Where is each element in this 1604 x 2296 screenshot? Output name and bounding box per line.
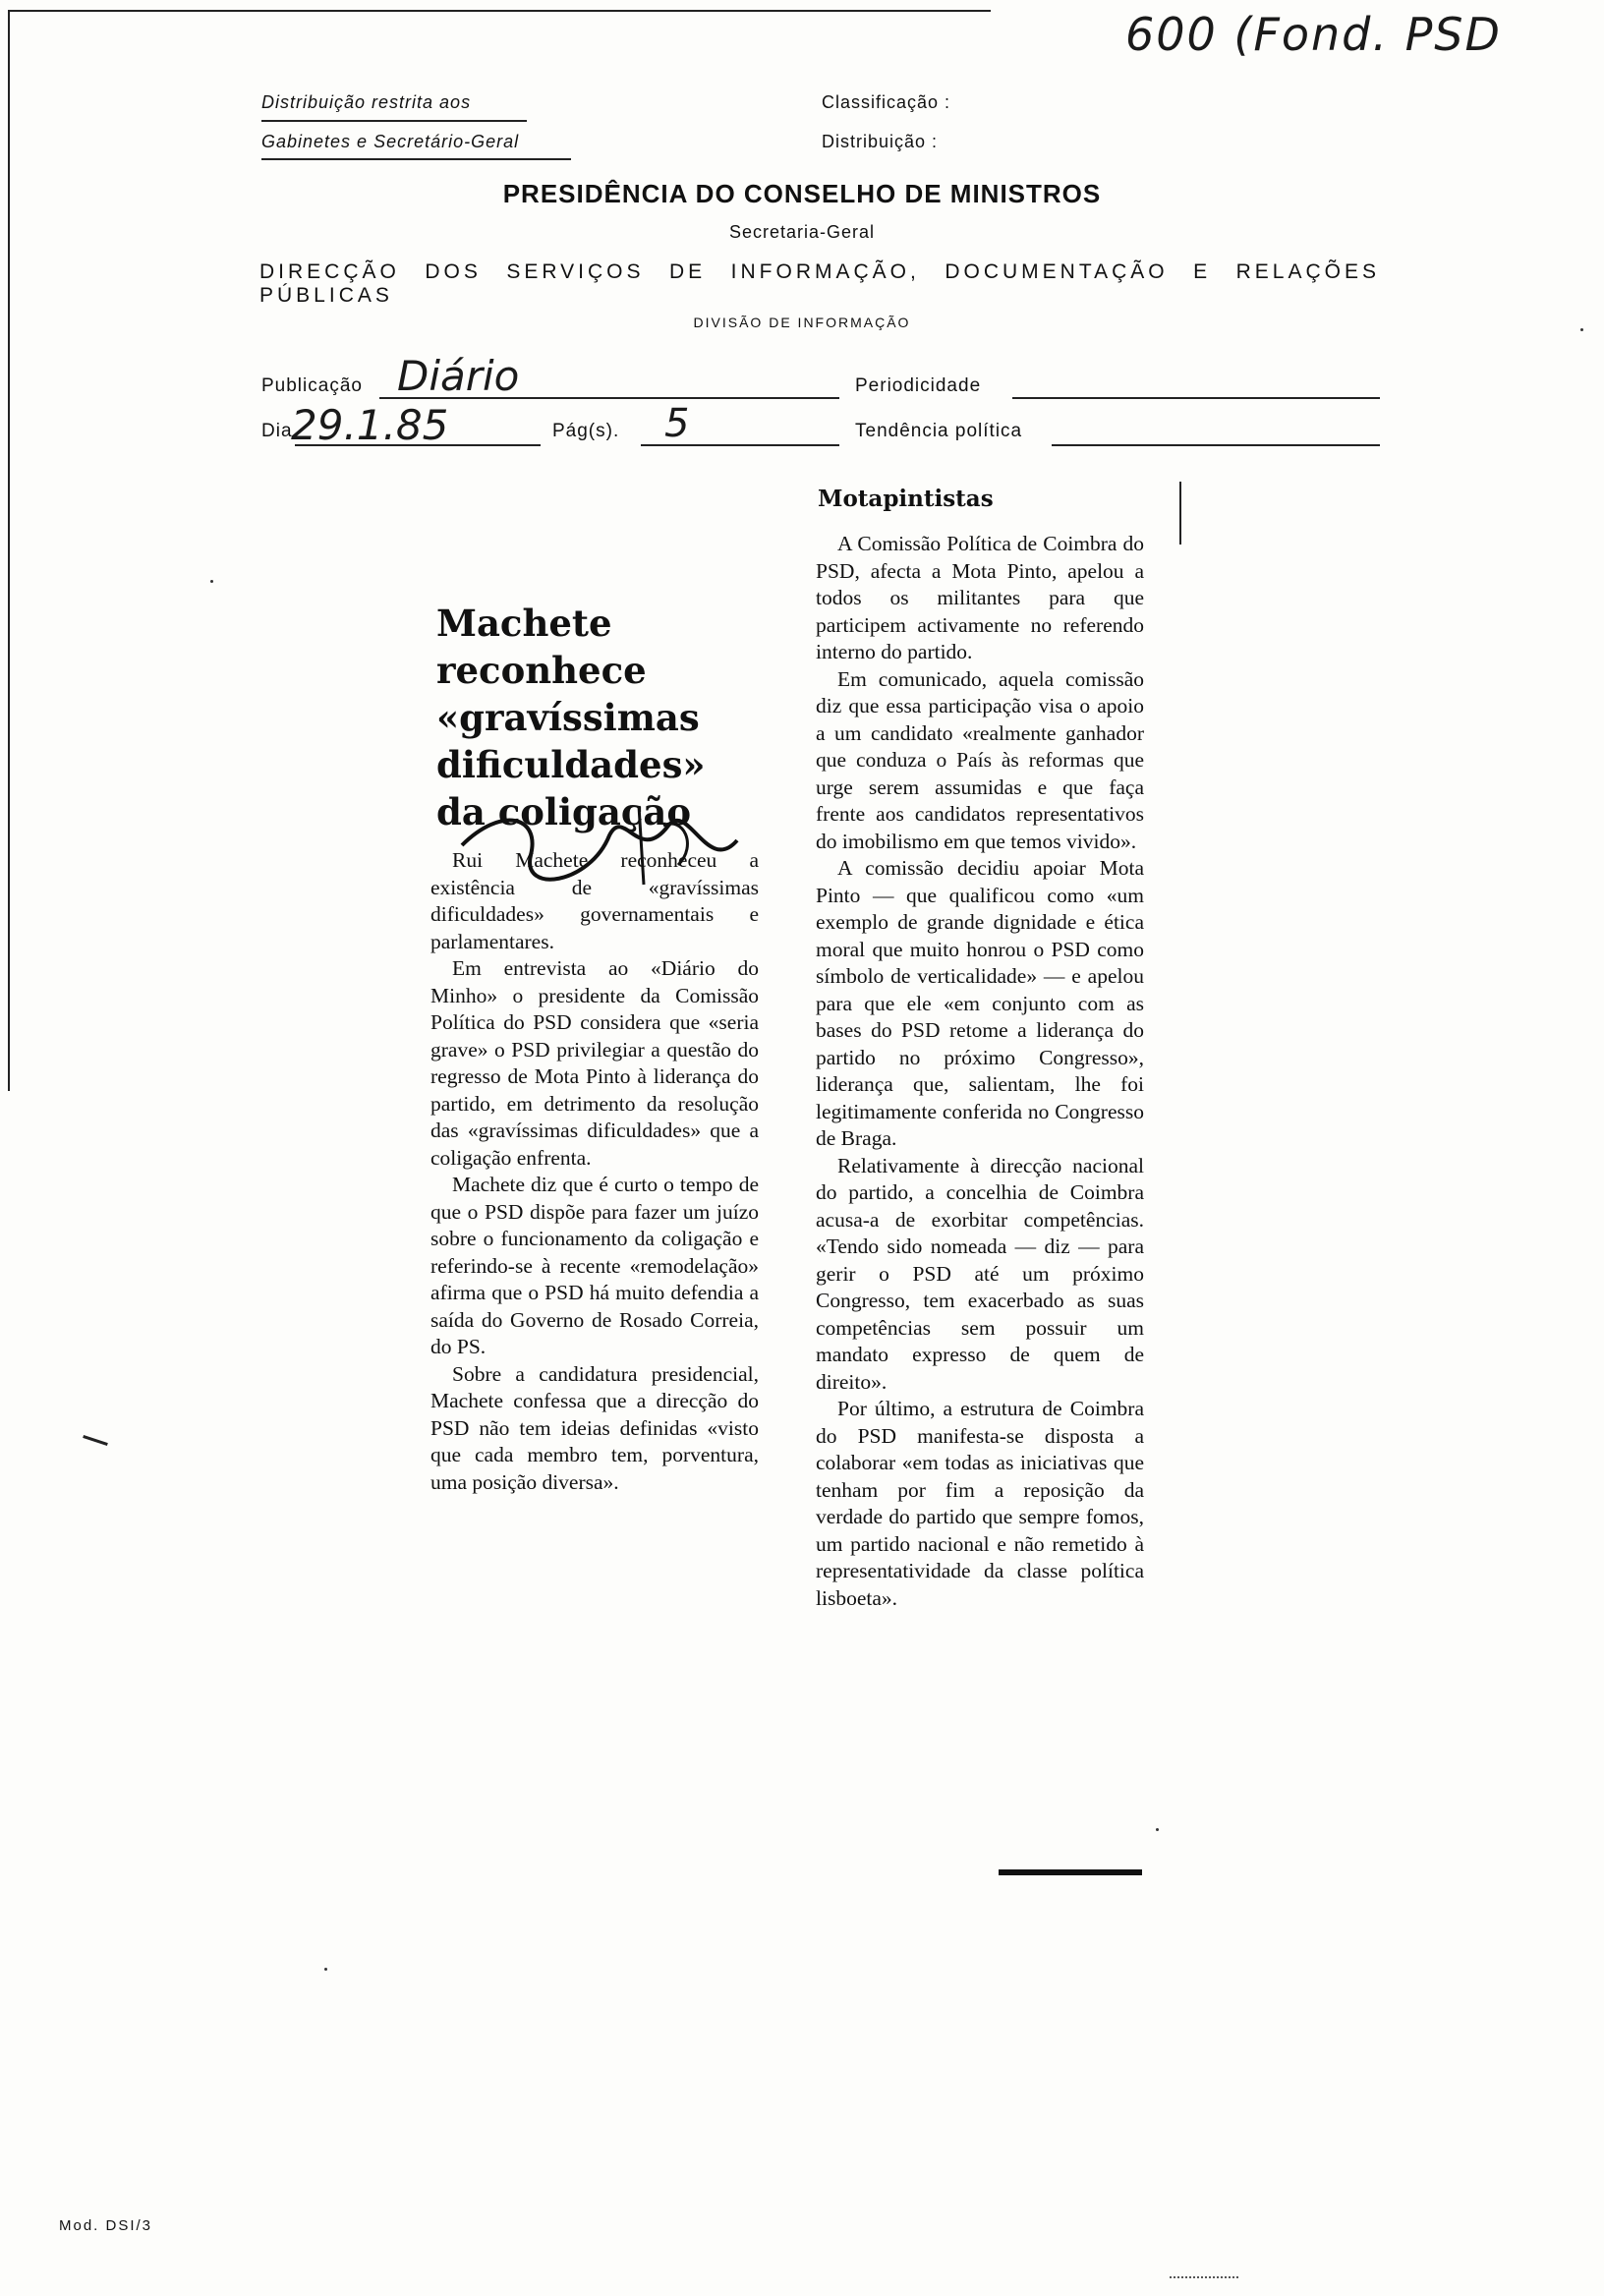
end-rule bbox=[999, 1869, 1142, 1875]
distribution-line-2: Gabinetes e Secretário-Geral bbox=[261, 132, 520, 151]
publicacao-handwritten: Diário bbox=[397, 352, 520, 400]
dia-handwritten: 29.1.85 bbox=[291, 401, 449, 449]
left-article-body bbox=[430, 847, 759, 1496]
direccao-label: DIRECÇÃO DOS SERVIÇOS DE INFORMAÇÃO, DOCUMENTAÇÃO E RELAÇÕES PÚBLICAS bbox=[259, 260, 1380, 307]
headline-line-3: «gravíssimas bbox=[436, 696, 700, 739]
right-paragraph-1: A Comissão Política de Coimbra do PSD, afecta a Mota Pinto, apelou a todos os militantes para que participem activamente no referendo interno do partido. bbox=[816, 532, 1144, 663]
handwritten-reference: 600 (Fond. PSD bbox=[1125, 8, 1502, 61]
distribution-underline-2 bbox=[261, 158, 571, 160]
pag-label: Pág(s). bbox=[552, 421, 620, 441]
distribution-underline-1 bbox=[261, 120, 527, 122]
right-paragraph-2: Em comunicado, aquela comissão diz que essa participação visa o apoio a um candidato «realmente ganhador que conduza o País às reformas que urge serem assumidas e que faça frente aos candidatos representativos do imobilismo em que temos vivido». bbox=[816, 666, 1144, 853]
form-code: Mod. DSI/3 bbox=[59, 2217, 153, 2234]
right-paragraph-3: A comissão decidiu apoiar Mota Pinto — que qualificou como «um exemplo de grande dignidade e ética moral que muito honrou o PSD como símbolo de verticalidade» — e apelou para que ele «em conjunto com as bases do PSD retome a liderança do partido no próximo Congresso», liderança que, salientam, lhe foi legitimamente conferida no Congresso de Braga. bbox=[816, 856, 1144, 1150]
tendencia-line bbox=[1052, 444, 1380, 446]
headline-line-4: dificuldades» bbox=[436, 743, 706, 786]
scan-speck bbox=[1580, 328, 1583, 331]
scan-mark bbox=[1170, 2276, 1238, 2280]
dia-label: Dia bbox=[261, 421, 293, 441]
scan-speck bbox=[324, 1968, 327, 1971]
pag-handwritten: 5 bbox=[664, 401, 690, 446]
secretaria-label: Secretaria-Geral bbox=[728, 222, 876, 242]
headline-line-2: reconhece bbox=[436, 649, 647, 692]
page-border-top bbox=[8, 10, 991, 12]
headline-line-1: Machete bbox=[436, 602, 612, 645]
classificacao-label: Classificação : bbox=[822, 92, 951, 112]
pag-line bbox=[641, 444, 839, 446]
left-paragraph-4: Sobre a candidatura presidencial, Machete confessa que a direcção do PSD não tem ideias definidas «visto que cada membro tem, porventura, uma posição diversa». bbox=[430, 1361, 759, 1494]
right-paragraph-4: Relativamente à direcção nacional do partido, a concelhia de Coimbra acusa-a de exorbitar competências. «Tendo sido nomeada — diz — para gerir o PSD até um próximo Congresso, tem exacerbado as suas competências sem possuir um mandato expresso de quem de direito». bbox=[816, 1153, 1144, 1394]
headline-line-5: da coligação bbox=[436, 790, 692, 833]
tendencia-label: Tendência política bbox=[855, 421, 1023, 441]
left-paragraph-2: Em entrevista ao «Diário do Minho» o presidente da Comissão Política do PSD considera que «seria grave» o PSD privilegiar a questão do regresso de Mota Pinto à liderança do partido, em detrimento da resolução das «gravíssimas dificuldades» que a coligação enfrenta. bbox=[430, 956, 759, 1170]
divisao-label: DIVISÃO DE INFORMAÇÃO bbox=[693, 315, 911, 330]
periodicidade-line bbox=[1012, 397, 1380, 399]
distribution-line-1: Distribuição restrita aos bbox=[261, 92, 472, 112]
scan-speck bbox=[210, 580, 213, 583]
scan-mark bbox=[83, 1435, 108, 1446]
periodicidade-label: Periodicidade bbox=[855, 375, 982, 396]
publicacao-label: Publicação bbox=[261, 375, 363, 396]
distribuicao-label: Distribuição : bbox=[822, 132, 939, 151]
left-paragraph-3: Machete diz que é curto o tempo de que o PSD dispõe para fazer um juízo sobre o funcionamento da coligação e referindo-se à recente «remodelação» afirma que o PSD há muito defendia a saída do Governo de Rosado Correia, do PS. bbox=[430, 1173, 759, 1358]
right-paragraph-5: Por último, a estrutura de Coimbra do PSD manifesta-se disposta a colaborar «em todas as iniciativas que tenham por fim a reposição da verdade do partido que sempre fomos, um partido nacional e não remetido à representatividade da classe política lisboeta». bbox=[816, 1397, 1144, 1610]
left-paragraph-1: Rui Machete reconheceu a existência de «gravíssimas dificuldades» governamentais e parlamentares. bbox=[430, 848, 759, 953]
dia-line bbox=[295, 444, 541, 446]
right-article-heading: Motapintistas bbox=[818, 486, 994, 512]
scan-speck bbox=[1156, 1828, 1159, 1831]
page-border-left bbox=[8, 10, 10, 1091]
column-rule bbox=[1179, 482, 1181, 545]
right-article-body bbox=[816, 531, 1144, 1612]
organization-title: PRESIDÊNCIA DO CONSELHO DE MINISTROS bbox=[502, 179, 1102, 208]
